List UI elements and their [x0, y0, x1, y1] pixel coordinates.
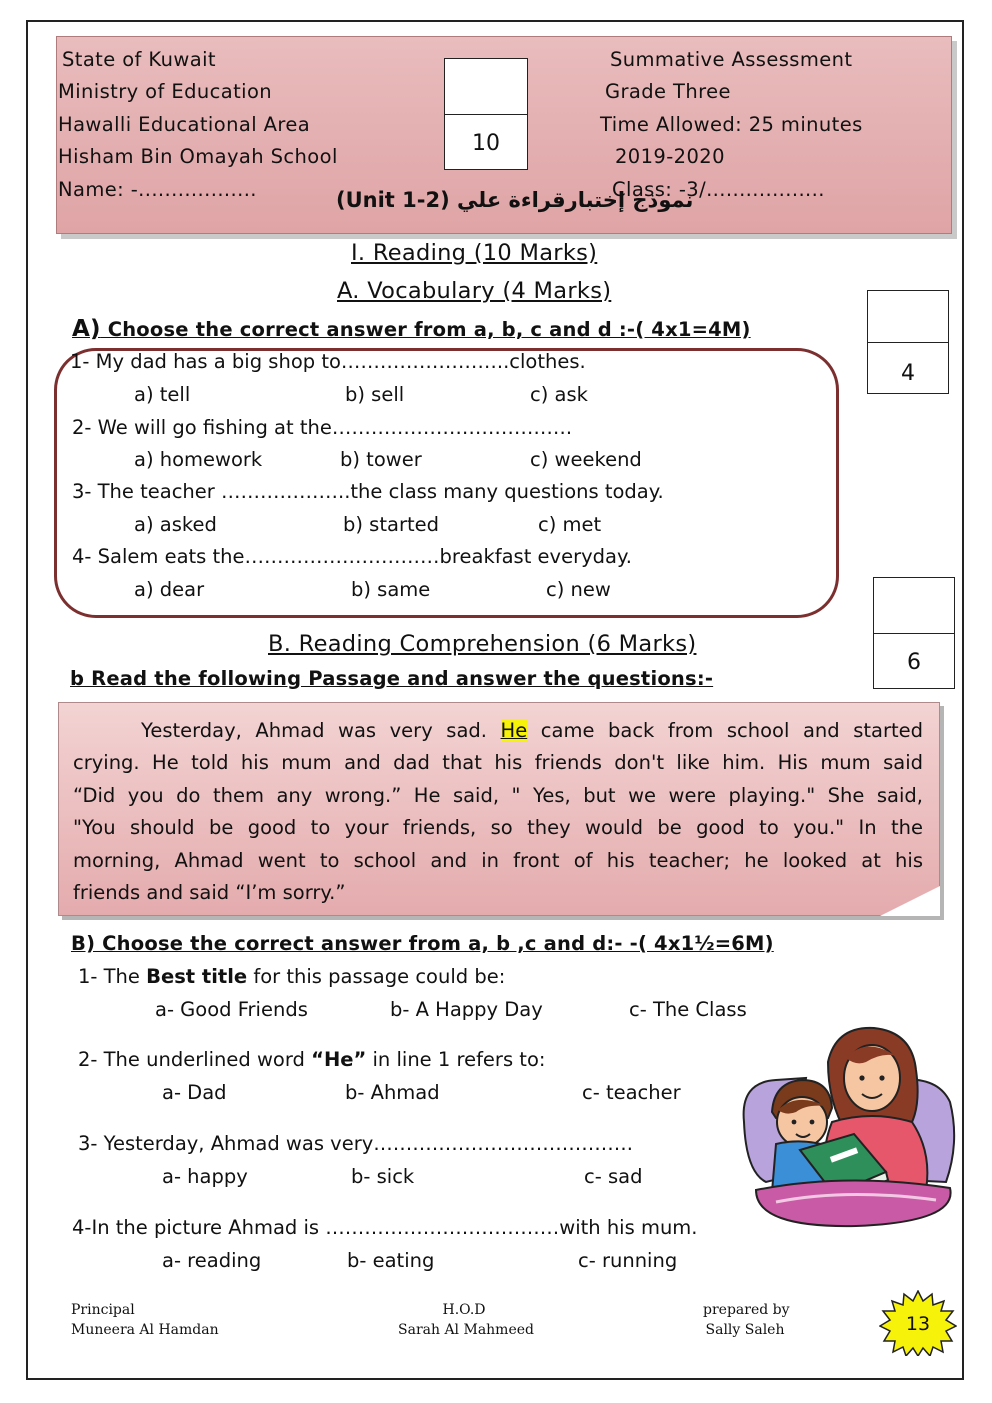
passage-line-3: “Did you do them any wrong.” He said, " Yes, but we were playing." She said, — [73, 784, 923, 807]
vocab-q1-option-a[interactable]: a) tell — [134, 383, 191, 406]
vocab-question-1: 1- My dad has a big shop to……………………..clothes. — [70, 350, 586, 373]
school-label: Hisham Bin Omayah School — [58, 145, 338, 168]
comp-question-3: 3- Yesterday, Ahmad was very…………………………………. — [78, 1132, 633, 1155]
vocab-q3-option-c[interactable]: c) met — [538, 513, 602, 536]
principal-signature — [71, 1300, 219, 1340]
vocab-q4-option-a[interactable]: a) dear — [134, 578, 205, 601]
assessment-label: Summative Assessment — [610, 48, 853, 71]
comp-q3-option-c[interactable]: c- sad — [584, 1165, 643, 1188]
prepared-by-signature — [703, 1300, 790, 1340]
prepared-name: Sally Saleh — [705, 1322, 785, 1338]
highlighted-he: He — [500, 719, 528, 742]
comp-question-1: 1- The Best title for this passage could be: — [78, 965, 506, 988]
comp-q2-option-c[interactable]: c- teacher — [582, 1081, 681, 1104]
passage-line-1: Yesterday, Ahmad was very sad. He came back from school and started — [141, 719, 923, 742]
vocab-instruction: A) Choose the correct answer from a, b, c and d :-( 4x1=4M) — [72, 316, 751, 342]
grade-label: Grade Three — [605, 80, 731, 103]
comprehension-score: 6 — [907, 650, 921, 675]
name-field: Name: -.................. — [58, 178, 257, 201]
comp-question-4: 4-In the picture Ahmad is ………………………………with his mum. — [72, 1216, 698, 1239]
vocab-question-2: 2- We will go fishing at the………………………………. — [72, 416, 573, 439]
page-curl — [880, 886, 940, 916]
page-number-star-icon — [879, 1290, 957, 1356]
comp-q4-option-c[interactable]: c- running — [578, 1249, 678, 1272]
vocab-question-4: 4- Salem eats the…………………………breakfast everyday. — [72, 545, 632, 568]
total-score-box — [444, 58, 528, 170]
year-label: 2019-2020 — [615, 145, 725, 168]
comp-q2-option-b[interactable]: b- Ahmad — [345, 1081, 440, 1104]
vocab-q2-option-c[interactable]: c) weekend — [530, 448, 642, 471]
arabic-title: نموذج إختبارقراءة علي (Unit 1-2) — [336, 188, 694, 212]
comp-q3-option-a[interactable]: a- happy — [162, 1165, 248, 1188]
time-allowed-label: Time Allowed: 25 minutes — [600, 113, 863, 136]
hod-signature — [398, 1300, 534, 1340]
vocab-q4-option-c[interactable]: c) new — [546, 578, 611, 601]
state-label: State of Kuwait — [62, 48, 216, 71]
comp-q2-option-a[interactable]: a- Dad — [162, 1081, 227, 1104]
comprehension-instruction: B) Choose the correct answer from a, b ,c and d:- -( 4x1½=6M) — [71, 932, 774, 955]
principal-name: Muneera Al Hamdan — [71, 1322, 219, 1338]
comprehension-score-box — [873, 577, 955, 689]
passage-line-5: morning, Ahmad went to school and in front of his teacher; he looked at his — [73, 849, 923, 872]
vocabulary-title: A. Vocabulary (4 Marks) — [337, 278, 612, 304]
comp-q4-option-b[interactable]: b- eating — [347, 1249, 435, 1272]
comp-q1-option-b[interactable]: b- A Happy Day — [390, 998, 543, 1021]
vocab-q1-option-c[interactable]: c) ask — [530, 383, 588, 406]
principal-role: Principal — [71, 1302, 135, 1318]
vocab-q3-option-b[interactable]: b) started — [343, 513, 439, 536]
total-score: 10 — [472, 131, 500, 156]
mother-reading-with-child-icon — [736, 1022, 962, 1232]
area-label: Hawalli Educational Area — [58, 113, 311, 136]
vocab-q3-option-a[interactable]: a) asked — [134, 513, 217, 536]
vocab-q1-option-b[interactable]: b) sell — [345, 383, 405, 406]
comp-q3-option-b[interactable]: b- sick — [351, 1165, 415, 1188]
prepared-role: prepared by — [703, 1302, 790, 1318]
comp-q1-option-a[interactable]: a- Good Friends — [155, 998, 308, 1021]
vocab-question-3: 3- The teacher ………………..the class many questions today. — [72, 480, 664, 503]
hod-name: Sarah Al Mahmeed — [398, 1322, 534, 1338]
vocab-q4-option-b[interactable]: b) same — [351, 578, 431, 601]
comprehension-title: B. Reading Comprehension (6 Marks) — [268, 631, 697, 657]
hod-role: H.O.D — [442, 1302, 486, 1318]
comp-q4-option-a[interactable]: a- reading — [162, 1249, 262, 1272]
comp-question-2: 2- The underlined word “He” in line 1 refers to: — [78, 1048, 546, 1071]
passage-box — [58, 702, 940, 916]
reading-title: I. Reading (10 Marks) — [351, 240, 598, 266]
vocab-q2-option-b[interactable]: b) tower — [340, 448, 422, 471]
class-field: Class: -3/.................. — [612, 178, 825, 201]
passage-line-6: friends and said “I’m sorry.” — [73, 881, 346, 904]
vocab-score: 4 — [901, 361, 915, 386]
page-number: 13 — [905, 1313, 931, 1335]
passage-line-4: "You should be good to your friends, so they would be good to you." In the — [73, 816, 923, 839]
ministry-label: Ministry of Education — [58, 80, 273, 103]
comp-q1-option-c[interactable]: c- The Class — [629, 998, 747, 1021]
passage-line-2: crying. He told his mum and dad that his friends don't like him. His mum said — [73, 751, 923, 774]
passage-instruction: b Read the following Passage and answer the questions:- — [70, 667, 714, 690]
vocab-score-box — [867, 290, 949, 394]
vocab-q2-option-a[interactable]: a) homework — [134, 448, 263, 471]
